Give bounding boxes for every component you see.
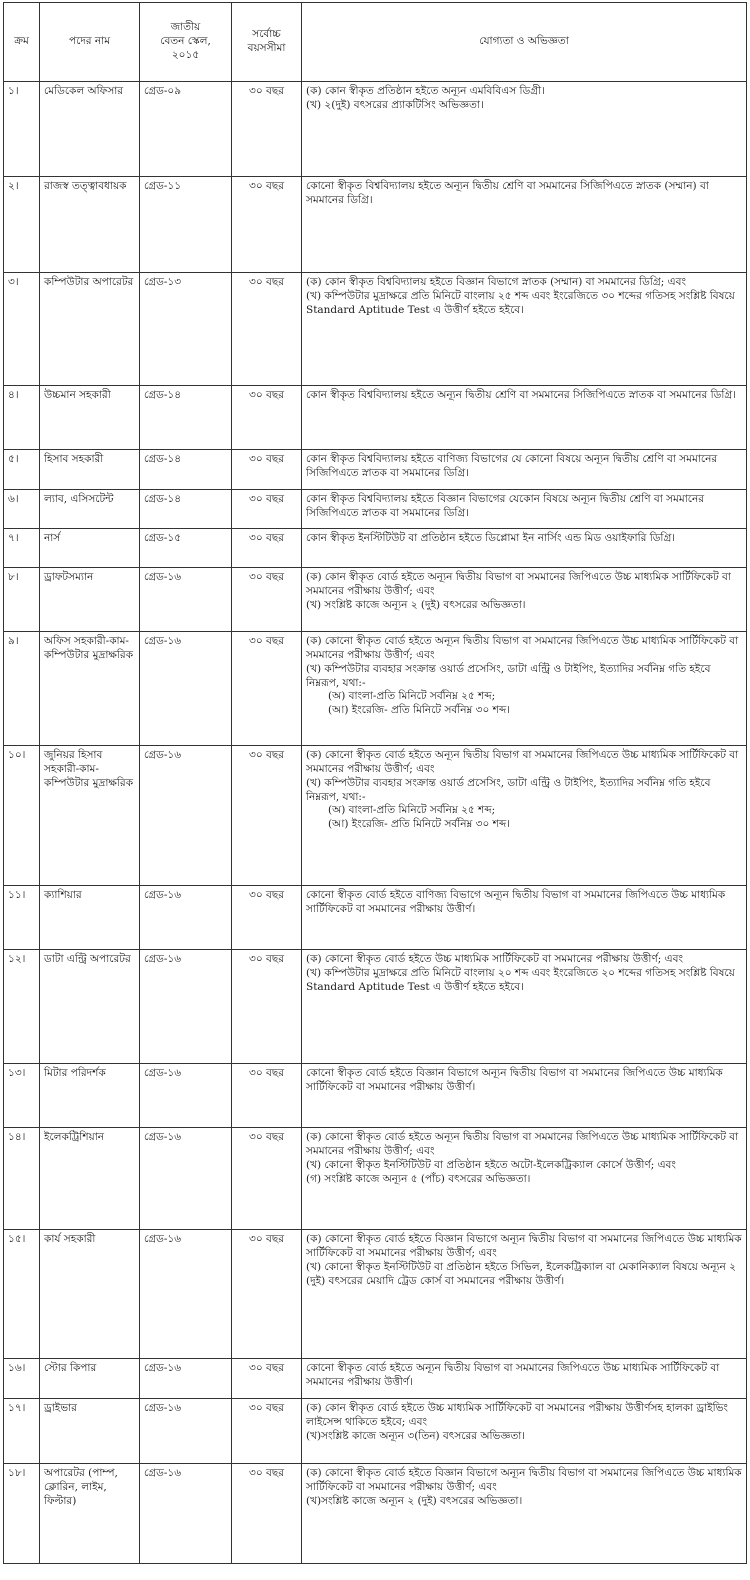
post-name-cell: ড্রাফটসম্যান [40, 568, 140, 632]
qualification-line: কোন স্বীকৃত ইনস্টিটিউট বা প্রতিষ্ঠান হইতে ডিপ্লোমা ইন নার্সিং এন্ড মিড ওয়াইফারি ডিগ্রি। [306, 532, 676, 544]
table-header-row [4, 3, 747, 82]
age-limit-cell: ৩০ বছর [232, 386, 302, 450]
table-row [4, 1128, 747, 1230]
qualification-line: (খ) ২(দুই) বৎসরের প্র্যাকটিসিং অভিজ্ঞতা। [306, 98, 484, 111]
post-name-cell: উচ্চমান সহকারী [40, 386, 140, 450]
table-row [4, 886, 747, 950]
qualification-line: (খ)সংশ্লিষ্ট কাজে অন্যূন ৩(তিন) বৎসরের অভিজ্ঞতা। [306, 1429, 526, 1442]
age-limit-cell: ৩০ বছর [232, 1128, 302, 1230]
post-name-cell: অপারেটর (পাম্প, ক্লোরিন, লাইম, ফিল্টার) [40, 1464, 140, 1564]
qualification-cell [302, 950, 747, 1064]
post-name-cell: ড্রাইভার [40, 1399, 140, 1464]
document-page [3, 2, 747, 1564]
qualification-line: (ক) কোনো স্বীকৃত বোর্ড হইতে অন্যূন দ্বিতীয় বিভাগ বা সমমানের জিপিএতে উচ্চ মাধ্যমিক সার্টিফিকেট বা সমমানের পরীক্ষায় উত্তীর্ণ; এবং [306, 1131, 739, 1157]
serial-cell: ১। [4, 82, 40, 177]
post-name-cell: কম্পিউটার অপারেটর [40, 273, 140, 386]
qualification-cell [302, 529, 747, 568]
qualification-line: (খ) কম্পিউটার মুদ্রাক্ষরে প্রতি মিনিটে বাংলায় ২৫ শব্দ এবং ইংরেজিতে ৩০ শব্দের গতিসহ সংশ্লিষ্ট বিষয়ে Standard Aptitude Test এ উত্তীর্ণ হইতে হইবে। [306, 289, 735, 316]
qualification-line: (খ) কোনো স্বীকৃত ইনস্টিটিউট বা প্রতিষ্ঠান হইতে সিভিল, ইলেকট্রিক্যাল বা মেকানিক্যাল বিষয়ে অন্যূন ২ (দুই) বৎসরের মেয়াদি ট্রেড কোর্স বা সমমানের পরীক্ষায় উত্তীর্ণ। [306, 1260, 736, 1287]
qualification-line: (গ) সংশ্লিষ্ট কাজে অন্যূন ৫ (পাঁচ) বৎসরের অভিজ্ঞতা। [306, 1172, 531, 1185]
header-serial: ক্রম [4, 3, 40, 82]
serial-cell: ৫। [4, 450, 40, 490]
qualification-line: কোন স্বীকৃত বিশ্ববিদ্যালয় হইতে বাণিজ্য বিভাগের যে কোনো বিষয়ে অন্যূন দ্বিতীয় শ্রেণি বা সমমানের সিজিপিএতে স্নাতক বা সমমানের ডিগ্রি। [306, 453, 718, 479]
table-body [4, 82, 747, 1564]
pay-grade-cell: গ্রেড-১৬ [140, 1230, 232, 1359]
table-row [4, 529, 747, 568]
qualification-line: (ক) কোনো স্বীকৃত বোর্ড হইতে অন্যূন দ্বিতীয় বিভাগ বা সমমানের জিপিএতে উচ্চ মাধ্যমিক সার্টিফিকেট বা সমমানের পরীক্ষায় উত্তীর্ণ; এবং [306, 749, 739, 775]
age-limit-cell: ৩০ বছর [232, 82, 302, 177]
serial-cell: ১৭। [4, 1399, 40, 1464]
age-limit-cell: ৩০ বছর [232, 1359, 302, 1399]
serial-cell: ১২। [4, 950, 40, 1064]
header-age-line: বয়সসীমা [247, 42, 286, 54]
pay-grade-cell: গ্রেড-১৬ [140, 568, 232, 632]
header-pay-scale-line: ২০১৫ [171, 48, 200, 61]
age-limit-cell: ৩০ বছর [232, 529, 302, 568]
qualification-line: (অ) বাংলা-প্রতি মিনিটে সর্বনিম্ন ২৫ শব্দ; [328, 804, 496, 817]
post-name-cell: ল্যাব, এসিসটেন্ট [40, 490, 140, 529]
post-name-cell: কার্য সহকারী [40, 1230, 140, 1359]
qualification-cell [302, 746, 747, 886]
age-limit-cell: ৩০ বছর [232, 1064, 302, 1128]
qualification-cell [302, 886, 747, 950]
pay-grade-cell: গ্রেড-১৬ [140, 1064, 232, 1128]
qualification-line: (খ)সংশ্লিষ্ট কাজে অন্যূন ২ (দুই) বৎসরের অভিজ্ঞতা। [306, 1494, 523, 1507]
qualification-cell [302, 386, 747, 450]
table-row [4, 950, 747, 1064]
pay-grade-cell: গ্রেড-১৬ [140, 632, 232, 746]
table-row [4, 273, 747, 386]
pay-grade-cell: গ্রেড-১৩ [140, 273, 232, 386]
serial-cell: ৪। [4, 386, 40, 450]
qualification-line: কোনো স্বীকৃত বোর্ড হইতে অন্যূন দ্বিতীয় বিভাগ বা সমমানের জিপিএতে উচ্চ মাধ্যমিক সার্টিফিকেট বা সমমানের পরীক্ষায় উত্তীর্ণ। [306, 1362, 720, 1388]
qualification-line: (খ) কোনো স্বীকৃত ইনস্টিটিউট বা প্রতিষ্ঠান হইতে অটো-ইলেকট্রিক্যাল কোর্সে উত্তীর্ণ; এবং [306, 1158, 676, 1171]
qualification-line: (আ) ইংরেজি- প্রতি মিনিটে সর্বনিম্ন ৩০ শব্দ। [328, 704, 511, 717]
age-limit-cell: ৩০ বছর [232, 490, 302, 529]
serial-cell: ১১। [4, 886, 40, 950]
post-name-cell: ক্যাশিয়ার [40, 886, 140, 950]
table-row [4, 632, 747, 746]
post-name-cell: জুনিয়র হিসাব সহকারী-কাম-কম্পিউটার মুদ্রাক্ষরিক [40, 746, 140, 886]
age-limit-cell: ৩০ বছর [232, 746, 302, 886]
post-name-cell: নার্স [40, 529, 140, 568]
post-name-cell: ডাটা এন্ট্রি অপারেটর [40, 950, 140, 1064]
pay-grade-cell: গ্রেড-০৯ [140, 82, 232, 177]
pay-grade-cell: গ্রেড-১৬ [140, 1464, 232, 1564]
post-name-cell: স্টোর কিপার [40, 1359, 140, 1399]
serial-cell: ৭। [4, 529, 40, 568]
qualification-cell [302, 450, 747, 490]
age-limit-cell: ৩০ বছর [232, 568, 302, 632]
table-row [4, 1230, 747, 1359]
pay-grade-cell: গ্রেড-১৬ [140, 886, 232, 950]
header-qualification: যোগ্যতা ও অভিজ্ঞতা [302, 3, 747, 82]
qualification-line: (ক) কোনো স্বীকৃত বোর্ড হইতে উচ্চ মাধ্যমিক সার্টিফিকেট বা সমমানের পরীক্ষায় উত্তীর্ণ; এবং [306, 953, 683, 965]
qualification-line: (ক) কোন স্বীকৃত বোর্ড হইতে অন্যূন দ্বিতীয় বিভাগ বা সমমানের জিপিএতে উচ্চ মাধ্যমিক সার্টিফিকেট বা সমমানের পরীক্ষায় উত্তীর্ণ; এবং [306, 571, 731, 597]
serial-cell: ১৬। [4, 1359, 40, 1399]
qualification-cell [302, 632, 747, 746]
table-row [4, 1464, 747, 1564]
serial-cell: ১৫। [4, 1230, 40, 1359]
table-row [4, 1359, 747, 1399]
table-row [4, 386, 747, 450]
pay-grade-cell: গ্রেড-১৬ [140, 1399, 232, 1464]
serial-cell: ৬। [4, 490, 40, 529]
qualification-line: (আ) ইংরেজি- প্রতি মিনিটে সর্বনিম্ন ৩০ শব্দ। [328, 818, 511, 831]
table-row [4, 1064, 747, 1128]
post-name-cell: রাজস্ব তত্ত্বাবধায়ক [40, 177, 140, 273]
pay-grade-cell: গ্রেড-১৬ [140, 1128, 232, 1230]
qualification-cell [302, 490, 747, 529]
qualification-line: (খ) সংশ্লিষ্ট কাজে অন্যূন ২ (দুই) বৎসরের অভিজ্ঞতা। [306, 598, 526, 611]
header-post-name: পদের নাম [40, 3, 140, 82]
header-pay-scale-line: জাতীয় [170, 21, 201, 34]
serial-cell: ১৮। [4, 1464, 40, 1564]
table-row [4, 177, 747, 273]
qualification-cell [302, 1230, 747, 1359]
post-name-cell: মেডিকেল অফিসার [40, 82, 140, 177]
pay-grade-cell: গ্রেড-১৫ [140, 529, 232, 568]
qualification-line: কোন স্বীকৃত বিশ্ববিদ্যালয় হইতে অন্যূন দ্বিতীয় শ্রেণি বা সমমানের সিজিপিএতে স্নাতক বা সমমানের ডিগ্রি। [306, 389, 736, 401]
serial-cell: ৩। [4, 273, 40, 386]
qualification-line: (ক) কোনো স্বীকৃত বোর্ড হইতে বিজ্ঞান বিভাগে অন্যূন দ্বিতীয় বিভাগ বা সমমানের জিপিএতে উচ্চ মাধ্যমিক সার্টিফিকেট বা সমমানের পরীক্ষায় উত্তীর্ণ; এবং [306, 1467, 742, 1493]
age-limit-cell: ৩০ বছর [232, 450, 302, 490]
serial-cell: ১৩। [4, 1064, 40, 1128]
serial-cell: ৮। [4, 568, 40, 632]
table-row [4, 490, 747, 529]
serial-cell: ১০। [4, 746, 40, 886]
qualification-cell [302, 568, 747, 632]
qualification-cell [302, 1064, 747, 1128]
qualification-line: কোনো স্বীকৃত বোর্ড হইতে বিজ্ঞান বিভাগে অন্যূন দ্বিতীয় বিভাগ বা সমমানের জিপিএতে উচ্চ মাধ্যমিক সার্টিফিকেট বা সমমানের পরীক্ষায় উত্তীর্ণ। [306, 1067, 723, 1093]
qualification-cell [302, 1464, 747, 1564]
qualification-line: (ক) কোন স্বীকৃত প্রতিষ্ঠান হইতে অন্যূন এমবিবিএস ডিগ্রী। [306, 85, 545, 97]
pay-grade-cell: গ্রেড-১৬ [140, 950, 232, 1064]
qualification-cell [302, 82, 747, 177]
qualification-line: কোনো স্বীকৃত বিশ্ববিদ্যালয় হইতে অন্যূন দ্বিতীয় শ্রেণি বা সমমানের সিজিপিএতে স্নাতক (সম্মান) বা সমমানের ডিগ্রি। [306, 180, 709, 206]
qualification-line: কোনো স্বীকৃত বোর্ড হইতে বাণিজ্য বিভাগে অন্যূন দ্বিতীয় বিভাগ বা সমমানের জিপিএতে উচ্চ মাধ্যমিক সার্টিফিকেট বা সমমানের পরীক্ষায় উত্তীর্ণ। [306, 889, 726, 915]
job-requirements-table [3, 2, 747, 1564]
serial-cell: ৯। [4, 632, 40, 746]
age-limit-cell: ৩০ বছর [232, 1399, 302, 1464]
post-name-cell: হিসাব সহকারী [40, 450, 140, 490]
header-age-line: সর্বোচ্চ [252, 28, 281, 41]
pay-grade-cell: গ্রেড-১১ [140, 177, 232, 273]
qualification-cell [302, 177, 747, 273]
qualification-line: (খ) কম্পিউটার ব্যবহার সংক্রান্ত ওয়ার্ড প্রসেসিং, ডাটা এন্ট্রি ও টাইপিং, ইত্যাদির সর্বনিম্ন গতি হইবে নিম্নরূপ, যথা:- [306, 776, 711, 803]
age-limit-cell: ৩০ বছর [232, 1464, 302, 1564]
qualification-line: (ক) কোনো স্বীকৃত বোর্ড হইতে বিজ্ঞান বিভাগে অন্যূন দ্বিতীয় বিভাগ বা সমমানের জিপিএতে উচ্চ মাধ্যমিক সার্টিফিকেট বা সমমানের পরীক্ষায় উত্তীর্ণ; এবং [306, 1233, 742, 1259]
qualification-line: (খ) কম্পিউটার ব্যবহার সংক্রান্ত ওয়ার্ড প্রসেসিং, ডাটা এন্ট্রি ও টাইপিং, ইত্যাদির সর্বনিম্ন গতি হইবে নিম্নরূপ, যথা:- [306, 662, 711, 689]
pay-grade-cell: গ্রেড-১৪ [140, 490, 232, 529]
age-limit-cell: ৩০ বছর [232, 950, 302, 1064]
post-name-cell: মিটার পরিদর্শক [40, 1064, 140, 1128]
age-limit-cell: ৩০ বছর [232, 177, 302, 273]
qualification-line: কোন স্বীকৃত বিশ্ববিদ্যালয় হইতে বিজ্ঞান বিভাগের যেকোন বিষয়ে অন্যূন দ্বিতীয় শ্রেণি বা সমমানের সিজিপিএতে স্নাতক বা সমমানের ডিগ্রি। [306, 493, 705, 519]
post-name-cell: ইলেকট্রিশিয়ান [40, 1128, 140, 1230]
qualification-line: (ক) কোন স্বীকৃত বিশ্ববিদ্যালয় হইতে বিজ্ঞান বিভাগে স্নাতক (সম্মান) বা সমমানের ডিগ্রি; এবং [306, 276, 686, 288]
age-limit-cell: ৩০ বছর [232, 1230, 302, 1359]
table-row [4, 1399, 747, 1464]
qualification-cell [302, 1359, 747, 1399]
table-row [4, 450, 747, 490]
header-pay-scale-line: বেতন স্কেল, [160, 35, 211, 48]
qualification-cell [302, 1128, 747, 1230]
table-row [4, 568, 747, 632]
header-pay-scale [140, 3, 232, 82]
pay-grade-cell: গ্রেড-১৪ [140, 450, 232, 490]
pay-grade-cell: গ্রেড-১৬ [140, 1359, 232, 1399]
table-row [4, 746, 747, 886]
pay-grade-cell: গ্রেড-১৬ [140, 746, 232, 886]
post-name-cell: অফিস সহকারী-কাম-কম্পিউটার মুদ্রাক্ষরিক [40, 632, 140, 746]
header-age-limit [232, 3, 302, 82]
serial-cell: ১৪। [4, 1128, 40, 1230]
age-limit-cell: ৩০ বছর [232, 273, 302, 386]
serial-cell: ২। [4, 177, 40, 273]
qualification-cell [302, 1399, 747, 1464]
qualification-line: (ক) কোন স্বীকৃত বোর্ড হইতে উচ্চ মাধ্যমিক সার্টিফিকেট বা সমমানের পরীক্ষায় উত্তীর্ণসহ হালকা ড্রাইভিং লাইসেন্স থাকিতে হইবে; এবং [306, 1402, 728, 1428]
age-limit-cell: ৩০ বছর [232, 886, 302, 950]
table-row [4, 82, 747, 177]
qualification-line: (অ) বাংলা-প্রতি মিনিটে সর্বনিম্ন ২৫ শব্দ; [328, 690, 496, 703]
pay-grade-cell: গ্রেড-১৪ [140, 386, 232, 450]
qualification-line: (ক) কোনো স্বীকৃত বোর্ড হইতে অন্যূন দ্বিতীয় বিভাগ বা সমমানের জিপিএতে উচ্চ মাধ্যমিক সার্টিফিকেট বা সমমানের পরীক্ষায় উত্তীর্ণ; এবং [306, 635, 739, 661]
age-limit-cell: ৩০ বছর [232, 632, 302, 746]
qualification-line: (খ) কম্পিউটার মুদ্রাক্ষরে প্রতি মিনিটে বাংলায় ২০ শব্দ এবং ইংরেজিতে ২০ শব্দের গতিসহ সংশ্লিষ্ট বিষয়ে Standard Aptitude Test এ উত্তীর্ণ হইতে হইবে। [306, 966, 735, 993]
qualification-cell [302, 273, 747, 386]
